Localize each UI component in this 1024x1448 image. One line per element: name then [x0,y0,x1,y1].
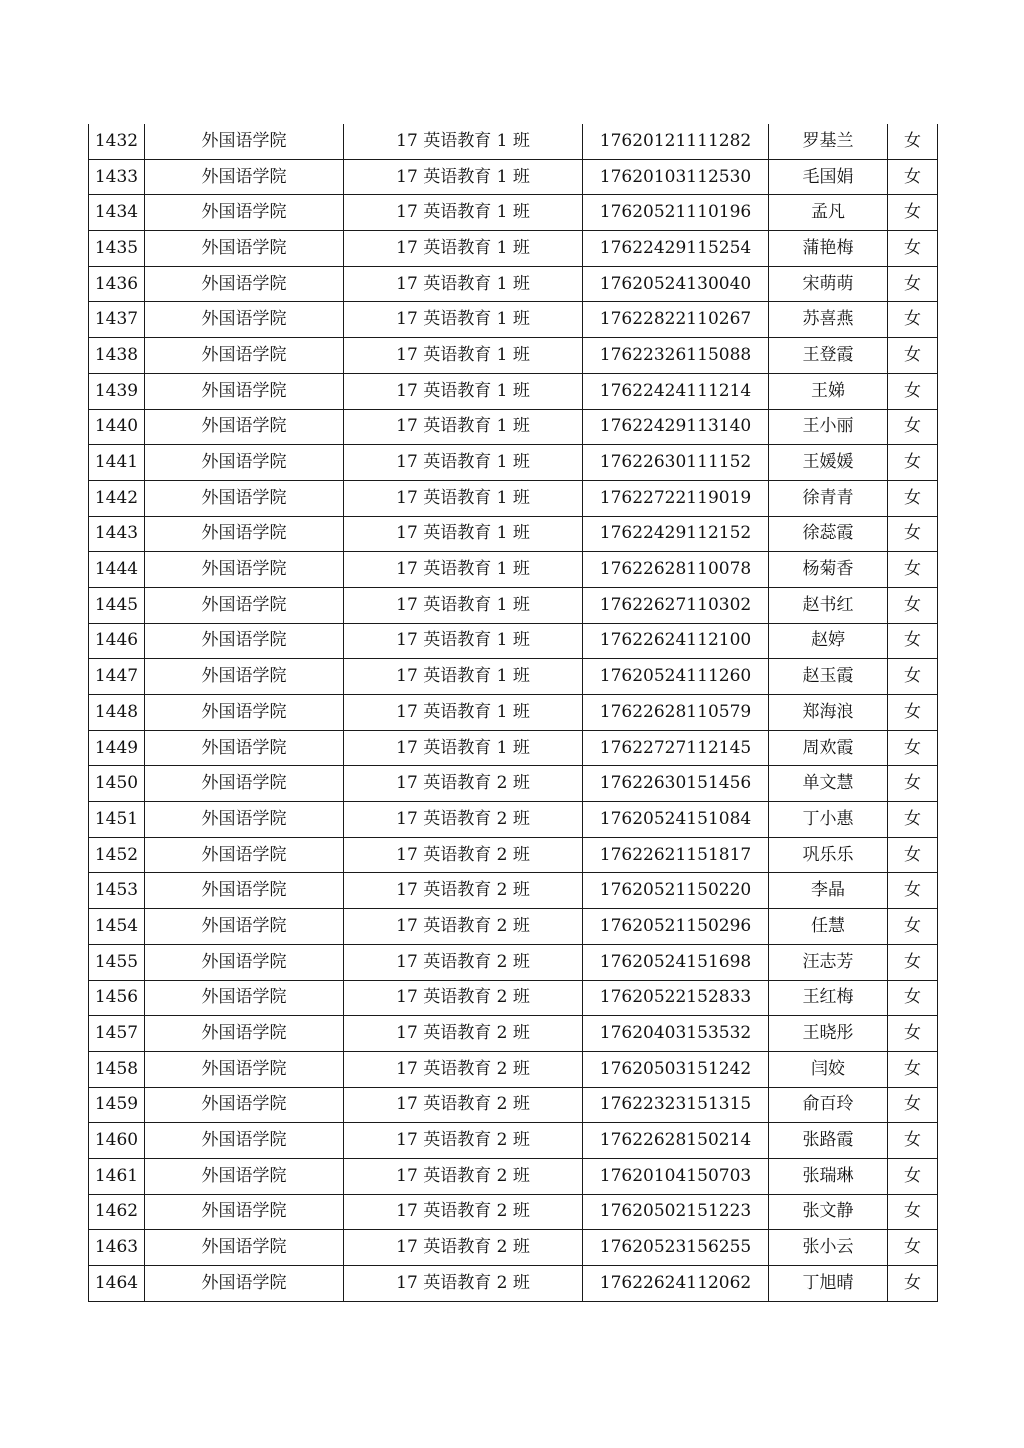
college-cell: 外国语学院 [145,445,344,481]
student-id-cell: 17620524130040 [583,266,769,302]
student-name-cell: 王媛媛 [769,445,888,481]
table-row [89,1123,938,1159]
college-cell: 外国语学院 [145,516,344,552]
table-row [89,195,938,231]
gender-cell: 女 [888,552,938,588]
row-number-cell: 1437 [89,302,145,338]
row-number-cell: 1461 [89,1158,145,1194]
college-cell: 外国语学院 [145,944,344,980]
row-number-cell: 1463 [89,1230,145,1266]
college-cell: 外国语学院 [145,1266,344,1302]
gender-cell: 女 [888,587,938,623]
gender-cell: 女 [888,1123,938,1159]
row-number-cell: 1464 [89,1266,145,1302]
class-cell: 17 英语教育 1 班 [344,587,583,623]
row-number-cell: 1456 [89,980,145,1016]
student-name-cell: 杨菊香 [769,552,888,588]
row-number-cell: 1453 [89,873,145,909]
student-name-cell: 任慧 [769,909,888,945]
table-row [89,766,938,802]
row-number-cell: 1448 [89,695,145,731]
student-name-cell: 罗基兰 [769,124,888,159]
college-cell: 外国语学院 [145,730,344,766]
student-id-cell: 17620522152833 [583,980,769,1016]
student-id-cell: 17622628110579 [583,695,769,731]
student-name-cell: 蒲艳梅 [769,231,888,267]
college-cell: 外国语学院 [145,873,344,909]
student-name-cell: 单文慧 [769,766,888,802]
class-cell: 17 英语教育 2 班 [344,980,583,1016]
class-cell: 17 英语教育 1 班 [344,552,583,588]
college-cell: 外国语学院 [145,266,344,302]
gender-cell: 女 [888,373,938,409]
class-cell: 17 英语教育 2 班 [344,1087,583,1123]
table-row [89,1230,938,1266]
college-cell: 外国语学院 [145,552,344,588]
student-name-cell: 王小丽 [769,409,888,445]
student-name-cell: 张路霞 [769,1123,888,1159]
student-name-cell: 孟凡 [769,195,888,231]
college-cell: 外国语学院 [145,766,344,802]
student-name-cell: 张瑞琳 [769,1158,888,1194]
class-cell: 17 英语教育 2 班 [344,873,583,909]
gender-cell: 女 [888,1051,938,1087]
student-id-cell: 17622621151817 [583,837,769,873]
table-row [89,302,938,338]
college-cell: 外国语学院 [145,1016,344,1052]
row-number-cell: 1444 [89,552,145,588]
college-cell: 外国语学院 [145,1123,344,1159]
row-number-cell: 1457 [89,1016,145,1052]
class-cell: 17 英语教育 2 班 [344,766,583,802]
class-cell: 17 英语教育 2 班 [344,944,583,980]
table-row [89,1158,938,1194]
table-row [89,516,938,552]
gender-cell: 女 [888,909,938,945]
table-row [89,373,938,409]
student-id-cell: 17620524151084 [583,802,769,838]
student-id-cell: 17622627110302 [583,587,769,623]
class-cell: 17 英语教育 1 班 [344,373,583,409]
student-id-cell: 17620503151242 [583,1051,769,1087]
table-row [89,695,938,731]
row-number-cell: 1434 [89,195,145,231]
class-cell: 17 英语教育 1 班 [344,302,583,338]
table-row [89,266,938,302]
class-cell: 17 英语教育 1 班 [344,445,583,481]
gender-cell: 女 [888,1230,938,1266]
gender-cell: 女 [888,766,938,802]
college-cell: 外国语学院 [145,1194,344,1230]
gender-cell: 女 [888,1087,938,1123]
student-name-cell: 赵书红 [769,587,888,623]
table-row [89,659,938,695]
row-number-cell: 1435 [89,231,145,267]
table-row [89,944,938,980]
class-cell: 17 英语教育 1 班 [344,195,583,231]
class-cell: 17 英语教育 1 班 [344,623,583,659]
college-cell: 外国语学院 [145,837,344,873]
student-name-cell: 郑海浪 [769,695,888,731]
student-name-cell: 毛国娟 [769,159,888,195]
row-number-cell: 1438 [89,338,145,374]
student-id-cell: 17620521110196 [583,195,769,231]
student-id-cell: 17622624112100 [583,623,769,659]
class-cell: 17 英语教育 2 班 [344,909,583,945]
gender-cell: 女 [888,195,938,231]
row-number-cell: 1447 [89,659,145,695]
student-id-cell: 17622630151456 [583,766,769,802]
row-number-cell: 1441 [89,445,145,481]
gender-cell: 女 [888,873,938,909]
table-row [89,1194,938,1230]
gender-cell: 女 [888,1266,938,1302]
student-name-cell: 赵婷 [769,623,888,659]
student-id-cell: 17620121111282 [583,124,769,159]
table-row [89,480,938,516]
gender-cell: 女 [888,802,938,838]
row-number-cell: 1449 [89,730,145,766]
college-cell: 外国语学院 [145,1158,344,1194]
student-name-cell: 王娣 [769,373,888,409]
table-row [89,623,938,659]
table-row [89,837,938,873]
row-number-cell: 1445 [89,587,145,623]
college-cell: 外国语学院 [145,909,344,945]
table-row [89,1087,938,1123]
class-cell: 17 英语教育 2 班 [344,1158,583,1194]
gender-cell: 女 [888,516,938,552]
student-id-cell: 17622429115254 [583,231,769,267]
college-cell: 外国语学院 [145,373,344,409]
student-name-cell: 俞百玲 [769,1087,888,1123]
gender-cell: 女 [888,266,938,302]
table-row [89,159,938,195]
student-name-cell: 丁小惠 [769,802,888,838]
gender-cell: 女 [888,659,938,695]
row-number-cell: 1440 [89,409,145,445]
table-row [89,409,938,445]
gender-cell: 女 [888,1194,938,1230]
row-number-cell: 1432 [89,124,145,159]
student-name-cell: 宋萌萌 [769,266,888,302]
gender-cell: 女 [888,124,938,159]
table-row [89,802,938,838]
table-row [89,980,938,1016]
college-cell: 外国语学院 [145,1051,344,1087]
college-cell: 外国语学院 [145,480,344,516]
row-number-cell: 1450 [89,766,145,802]
student-id-cell: 17620524151698 [583,944,769,980]
student-id-cell: 17620521150220 [583,873,769,909]
class-cell: 17 英语教育 2 班 [344,802,583,838]
student-id-cell: 17622424111214 [583,373,769,409]
row-number-cell: 1436 [89,266,145,302]
table-row [89,552,938,588]
student-id-cell: 17620523156255 [583,1230,769,1266]
class-cell: 17 英语教育 1 班 [344,338,583,374]
table-row [89,587,938,623]
class-cell: 17 英语教育 1 班 [344,231,583,267]
class-cell: 17 英语教育 2 班 [344,837,583,873]
student-id-cell: 17620524111260 [583,659,769,695]
table-row [89,231,938,267]
row-number-cell: 1451 [89,802,145,838]
row-number-cell: 1439 [89,373,145,409]
class-cell: 17 英语教育 1 班 [344,516,583,552]
class-cell: 17 英语教育 1 班 [344,480,583,516]
student-name-cell: 闫姣 [769,1051,888,1087]
college-cell: 外国语学院 [145,802,344,838]
gender-cell: 女 [888,231,938,267]
student-roster-table [88,124,938,1302]
student-name-cell: 徐蕊霞 [769,516,888,552]
student-id-cell: 17622326115088 [583,338,769,374]
student-name-cell: 周欢霞 [769,730,888,766]
college-cell: 外国语学院 [145,159,344,195]
student-name-cell: 张小云 [769,1230,888,1266]
table-row [89,1051,938,1087]
college-cell: 外国语学院 [145,980,344,1016]
class-cell: 17 英语教育 1 班 [344,409,583,445]
college-cell: 外国语学院 [145,338,344,374]
college-cell: 外国语学院 [145,302,344,338]
student-name-cell: 巩乐乐 [769,837,888,873]
student-name-cell: 赵玉霞 [769,659,888,695]
college-cell: 外国语学院 [145,623,344,659]
college-cell: 外国语学院 [145,659,344,695]
row-number-cell: 1446 [89,623,145,659]
row-number-cell: 1452 [89,837,145,873]
class-cell: 17 英语教育 2 班 [344,1194,583,1230]
row-number-cell: 1443 [89,516,145,552]
row-number-cell: 1462 [89,1194,145,1230]
table-row [89,124,938,159]
class-cell: 17 英语教育 1 班 [344,124,583,159]
gender-cell: 女 [888,338,938,374]
student-name-cell: 李晶 [769,873,888,909]
table-row [89,730,938,766]
row-number-cell: 1458 [89,1051,145,1087]
student-id-cell: 17622628110078 [583,552,769,588]
gender-cell: 女 [888,730,938,766]
row-number-cell: 1459 [89,1087,145,1123]
student-id-cell: 17620502151223 [583,1194,769,1230]
college-cell: 外国语学院 [145,231,344,267]
class-cell: 17 英语教育 2 班 [344,1123,583,1159]
student-id-cell: 17620521150296 [583,909,769,945]
gender-cell: 女 [888,445,938,481]
student-name-cell: 苏喜燕 [769,302,888,338]
student-id-cell: 17620403153532 [583,1016,769,1052]
class-cell: 17 英语教育 1 班 [344,730,583,766]
student-id-cell: 17620103112530 [583,159,769,195]
class-cell: 17 英语教育 1 班 [344,695,583,731]
row-number-cell: 1433 [89,159,145,195]
student-id-cell: 17622429112152 [583,516,769,552]
gender-cell: 女 [888,837,938,873]
student-id-cell: 17620104150703 [583,1158,769,1194]
class-cell: 17 英语教育 2 班 [344,1016,583,1052]
table-row [89,1266,938,1302]
class-cell: 17 英语教育 1 班 [344,659,583,695]
student-name-cell: 徐青青 [769,480,888,516]
college-cell: 外国语学院 [145,1230,344,1266]
gender-cell: 女 [888,409,938,445]
gender-cell: 女 [888,302,938,338]
student-id-cell: 17622630111152 [583,445,769,481]
college-cell: 外国语学院 [145,587,344,623]
college-cell: 外国语学院 [145,1087,344,1123]
student-id-cell: 17622624112062 [583,1266,769,1302]
table-row [89,873,938,909]
table-row [89,445,938,481]
student-name-cell: 汪志芳 [769,944,888,980]
row-number-cell: 1442 [89,480,145,516]
class-cell: 17 英语教育 1 班 [344,159,583,195]
college-cell: 外国语学院 [145,409,344,445]
student-name-cell: 王红梅 [769,980,888,1016]
college-cell: 外国语学院 [145,695,344,731]
gender-cell: 女 [888,480,938,516]
table-row [89,338,938,374]
gender-cell: 女 [888,1016,938,1052]
gender-cell: 女 [888,980,938,1016]
gender-cell: 女 [888,1158,938,1194]
college-cell: 外国语学院 [145,124,344,159]
student-name-cell: 丁旭晴 [769,1266,888,1302]
student-id-cell: 17622727112145 [583,730,769,766]
gender-cell: 女 [888,623,938,659]
row-number-cell: 1460 [89,1123,145,1159]
row-number-cell: 1454 [89,909,145,945]
gender-cell: 女 [888,159,938,195]
student-id-cell: 17622323151315 [583,1087,769,1123]
table-row [89,1016,938,1052]
roster-body [89,124,938,1301]
student-id-cell: 17622722119019 [583,480,769,516]
student-id-cell: 17622628150214 [583,1123,769,1159]
class-cell: 17 英语教育 2 班 [344,1230,583,1266]
gender-cell: 女 [888,944,938,980]
table-row [89,909,938,945]
student-id-cell: 17622822110267 [583,302,769,338]
student-name-cell: 王登霞 [769,338,888,374]
class-cell: 17 英语教育 2 班 [344,1051,583,1087]
student-name-cell: 王晓彤 [769,1016,888,1052]
college-cell: 外国语学院 [145,195,344,231]
student-name-cell: 张文静 [769,1194,888,1230]
student-id-cell: 17622429113140 [583,409,769,445]
class-cell: 17 英语教育 2 班 [344,1266,583,1302]
class-cell: 17 英语教育 1 班 [344,266,583,302]
gender-cell: 女 [888,695,938,731]
row-number-cell: 1455 [89,944,145,980]
